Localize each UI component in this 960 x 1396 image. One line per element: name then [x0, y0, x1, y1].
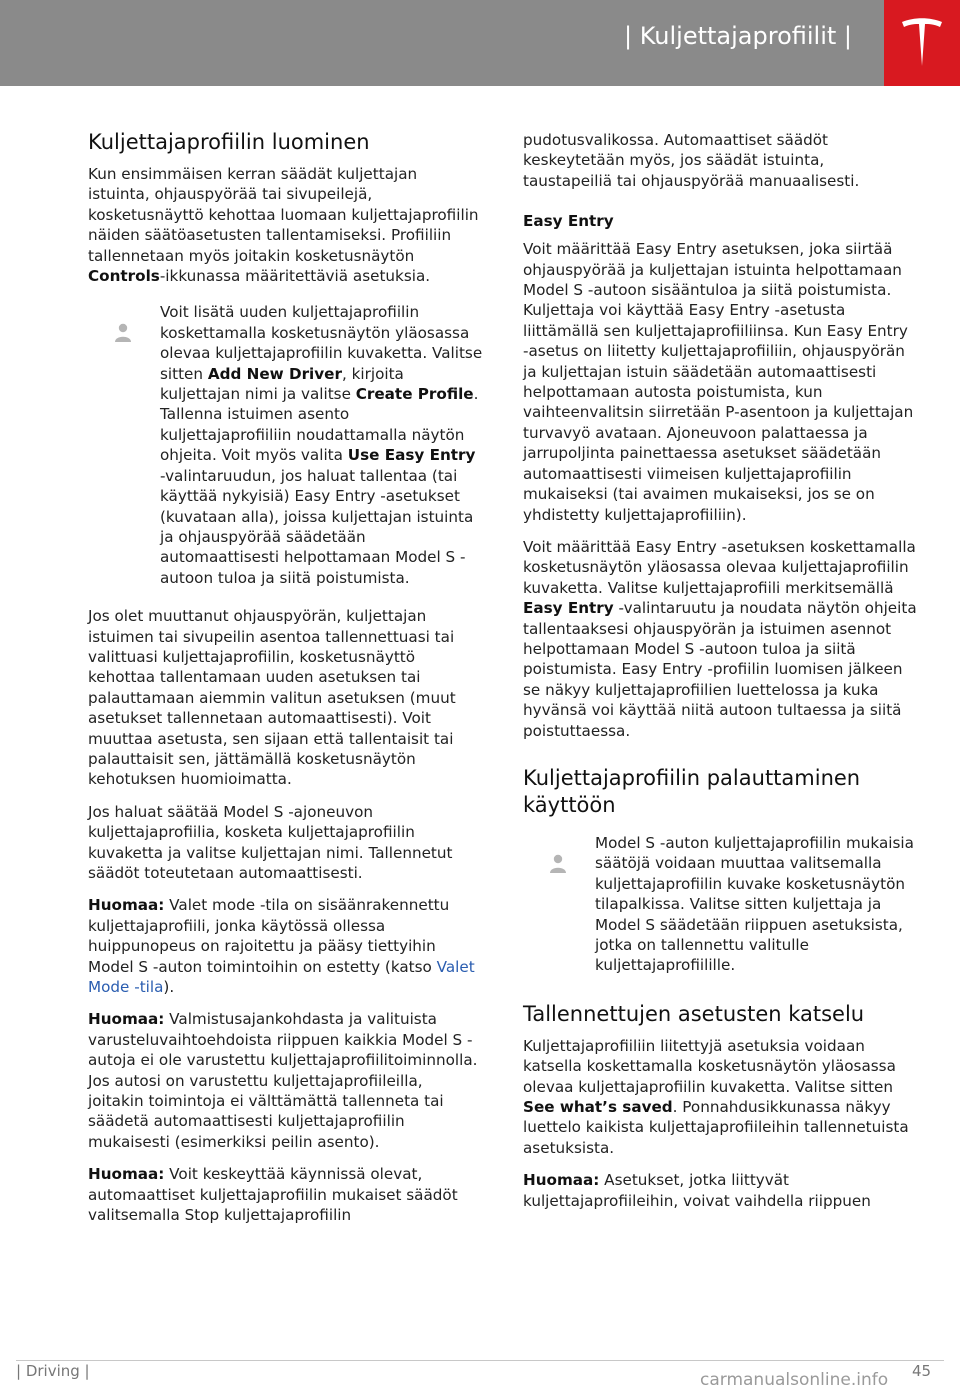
page-title: | Kuljettajaprofiilit | — [624, 22, 852, 50]
left-column — [88, 128, 483, 1238]
tip-text — [160, 302, 483, 588]
text: . Ponnahdusikkunassa näkyy luettelo kaikista kuljettajaprofiileihin tallennetuista asetuksista. — [523, 1098, 909, 1157]
text: -valintaruutu ja noudata näytön ohjeita tallentaaksesi ohjauspyörän ja istuimen asennot helpottamaan Model S -autoon tuloa ja siitä poistumista. Easy Entry -profiilin luomisen jälkeen se näkyy kuljettajaprofiilien luettelossa ja kuka hyvänsä voi käyttää niitä autoon tultaessa ja siitä poistuttaessa. — [523, 599, 917, 740]
paragraph: pudotusvalikossa. Automaattiset säädöt keskeytetään myös, jos säädät istuinta, taustapeiliä tai ohjauspyörää manuaalisesti. — [523, 131, 860, 190]
tesla-logo-icon — [900, 18, 944, 68]
text: . Tallenna istuimen asento kuljettajaprofiiliin noudattamalla näytön ohjeita. Voit myös valita — [160, 385, 479, 465]
ui-term: Controls — [88, 267, 160, 286]
paragraph — [523, 1036, 918, 1158]
watermark: carmanualsonline.info — [700, 1370, 889, 1390]
person-icon — [549, 853, 567, 875]
text: Valet mode -tila on sisäänrakennettu kuljettajaprofiili, jonka käytössä ollessa huippunopeus on rajoitettu ja pääsy tiettyihin Model S -auton toimintoihin on estetty (katso — [88, 896, 450, 976]
page-number: 45 — [912, 1362, 932, 1380]
text: Voit keskeyttää käynnissä olevat, automaattiset kuljettajaprofiilin mukaiset säädöt valitsemalla Stop kuljettajaprofiilin — [88, 1165, 458, 1225]
text: Kuljettajaprofiiliin liitettyjä asetuksia voidaan katsella koskettamalla kosketusnäytön yläosassa olevaa kuljettajaprofiilin kuvaketta. Valitse sitten — [523, 1036, 896, 1096]
subheading: Easy Entry — [523, 212, 614, 231]
paragraph: Jos haluat säätää Model S -ajoneuvon kuljettajaprofiilia, kosketa kuljettajaprofiilin kuvaketta ja valitse kuljettajan nimi. Tallennetut säädöt toteutetaan automaattisesti. — [88, 802, 453, 882]
note — [88, 895, 483, 997]
tip-text: Model S -auton kuljettajaprofiilin mukaisia säätöjä voidaan muuttaa valitsemalla kuljettajaprofiilin kuvake kosketusnäytön tilapalkissa. Valitse sitten kuljettaja ja Model S säädetään riippuen asetuksista, jotka on tallennettu valitulle kuljettajaprofiilille. — [595, 833, 914, 975]
right-column — [523, 130, 918, 1223]
ui-term: See what’s saved — [523, 1098, 673, 1117]
ui-term: Create Profile — [355, 385, 474, 404]
section-heading: Tallennettujen asetusten katselu — [523, 1001, 865, 1026]
text: ). — [163, 978, 175, 997]
text: Valmistusajankohdasta ja valituista varusteluvaihtoehdoista riippuen kaikkia Model S -autoja ei ole varustettu kuljettajaprofiilitoiminnolla. Jos autosi on varustettu kuljettajaprofiileilla, joitakin toimintoja ei välttämättä tallenneta tai säädetä automaattisesti kuljettajaprofiilin mukaisesti (esimerkiksi peilin asento). — [88, 1010, 478, 1151]
text: -valintaruudun, jos haluat tallentaa (tai käyttää nykyisiä) Easy Entry -asetukset (kuvataan alla), joissa kuljettajan istuinta ja ohjauspyörää säädetään automaattisesti helpottamaan Model S -autoon tuloa ja siitä poistumista. — [160, 466, 474, 587]
footer-section: | Driving | — [16, 1362, 90, 1380]
paragraph — [88, 164, 483, 286]
text: Voit lisätä uuden kuljettajaprofiilin koskettamalla kosketusnäytön yläosassa olevaa kuljettajaprofiilin kuvaketta. Valitse sitten — [160, 303, 483, 383]
text: Voit määrittää Easy Entry -asetuksen koskettamalla kosketusnäytön yläosassa olevaa kuljettajaprofiilin kuvaketta. Valitse kuljettajaprofiili merkitsemällä — [523, 537, 916, 597]
tesla-logo — [884, 0, 960, 86]
note-label: Huomaa: — [523, 1171, 600, 1190]
note-label: Huomaa: — [88, 896, 165, 915]
ui-term: Easy Entry — [523, 599, 614, 618]
text: , kirjoita kuljettajan nimi ja valitse — [160, 364, 404, 404]
text: Kun ensimmäisen kerran säädät kuljettajan istuinta, ohjauspyörää tai sivupeilejä, kosketusnäyttö kehottaa luomaan kuljettajaprofiilin näiden säätöasetusten tallentamiseksi. Profiiliin tallennetaan myös joitakin kosketusnäytön — [88, 165, 479, 265]
note — [88, 1164, 483, 1225]
section-heading: Kuljettajaprofiilin palauttaminen käyttöön — [523, 765, 861, 817]
ui-term: Use Easy Entry — [347, 446, 476, 465]
footer-divider — [16, 1360, 944, 1361]
tip-block — [523, 833, 918, 976]
note — [523, 1170, 918, 1211]
paragraph: Jos olet muuttanut ohjauspyörän, kuljettajan istuimen tai sivupeilin asentoa tallennettuasi tai valittuasi kuljettajaprofiilin, kosketusnäyttö kehottaa tallentamaan uuden asetuksen tai palauttamaan aiemmin valitun asetuksen (muut asetukset tallennetaan automaattisesti). Voit muuttaa asetusta, sen sijaan että tallentaisit tai palauttaisit sen, jättämällä kosketusnäytön kehotuksen huomioimatta. — [88, 607, 456, 789]
paragraph: Voit määrittää Easy Entry asetuksen, joka siirtää ohjauspyörää ja kuljettajan istuinta helpottamaan Model S -autoon sisääntuloa ja siitä poistumista. Kuljettaja voi käyttää Easy Entry -asetusta liittämällä sen kuljettajaprofiiliinsa. Kun Easy Entry -asetus on liitetty kuljettajaprofiiliin, ohjauspyörän ja kuljettajan istuin säädetään automaattisesti helpottamaan autosta poistumista, kun vaihteenvalitsin siirretään P-asentoon ja kuljettajan turvavyö avataan. Ajoneuvoon palattaessa ja jarrupoljinta painettaessa asetukset säädetään automaattisesti viimeisen kuljettajaprofiilin mukaiseksi (tai avaimen mukaiseksi, jos se on yhdistetty kuljettajaprofiiliin). — [523, 240, 914, 524]
ui-term: Add New Driver — [207, 364, 342, 383]
paragraph — [523, 537, 918, 741]
note-label: Huomaa: — [88, 1010, 165, 1029]
person-icon — [114, 322, 132, 344]
section-heading: Kuljettajaprofiilin luominen — [88, 130, 370, 154]
valet-mode-link[interactable]: Valet Mode -tila — [88, 957, 475, 997]
text: -ikkunassa määritettäviä asetuksia. — [159, 267, 431, 286]
text: Asetukset, jotka liittyvät kuljettajaprofiileihin, voivat vaihdella riippuen — [523, 1171, 871, 1210]
note — [88, 1009, 483, 1152]
note-label: Huomaa: — [88, 1165, 165, 1184]
tip-block — [88, 302, 483, 588]
